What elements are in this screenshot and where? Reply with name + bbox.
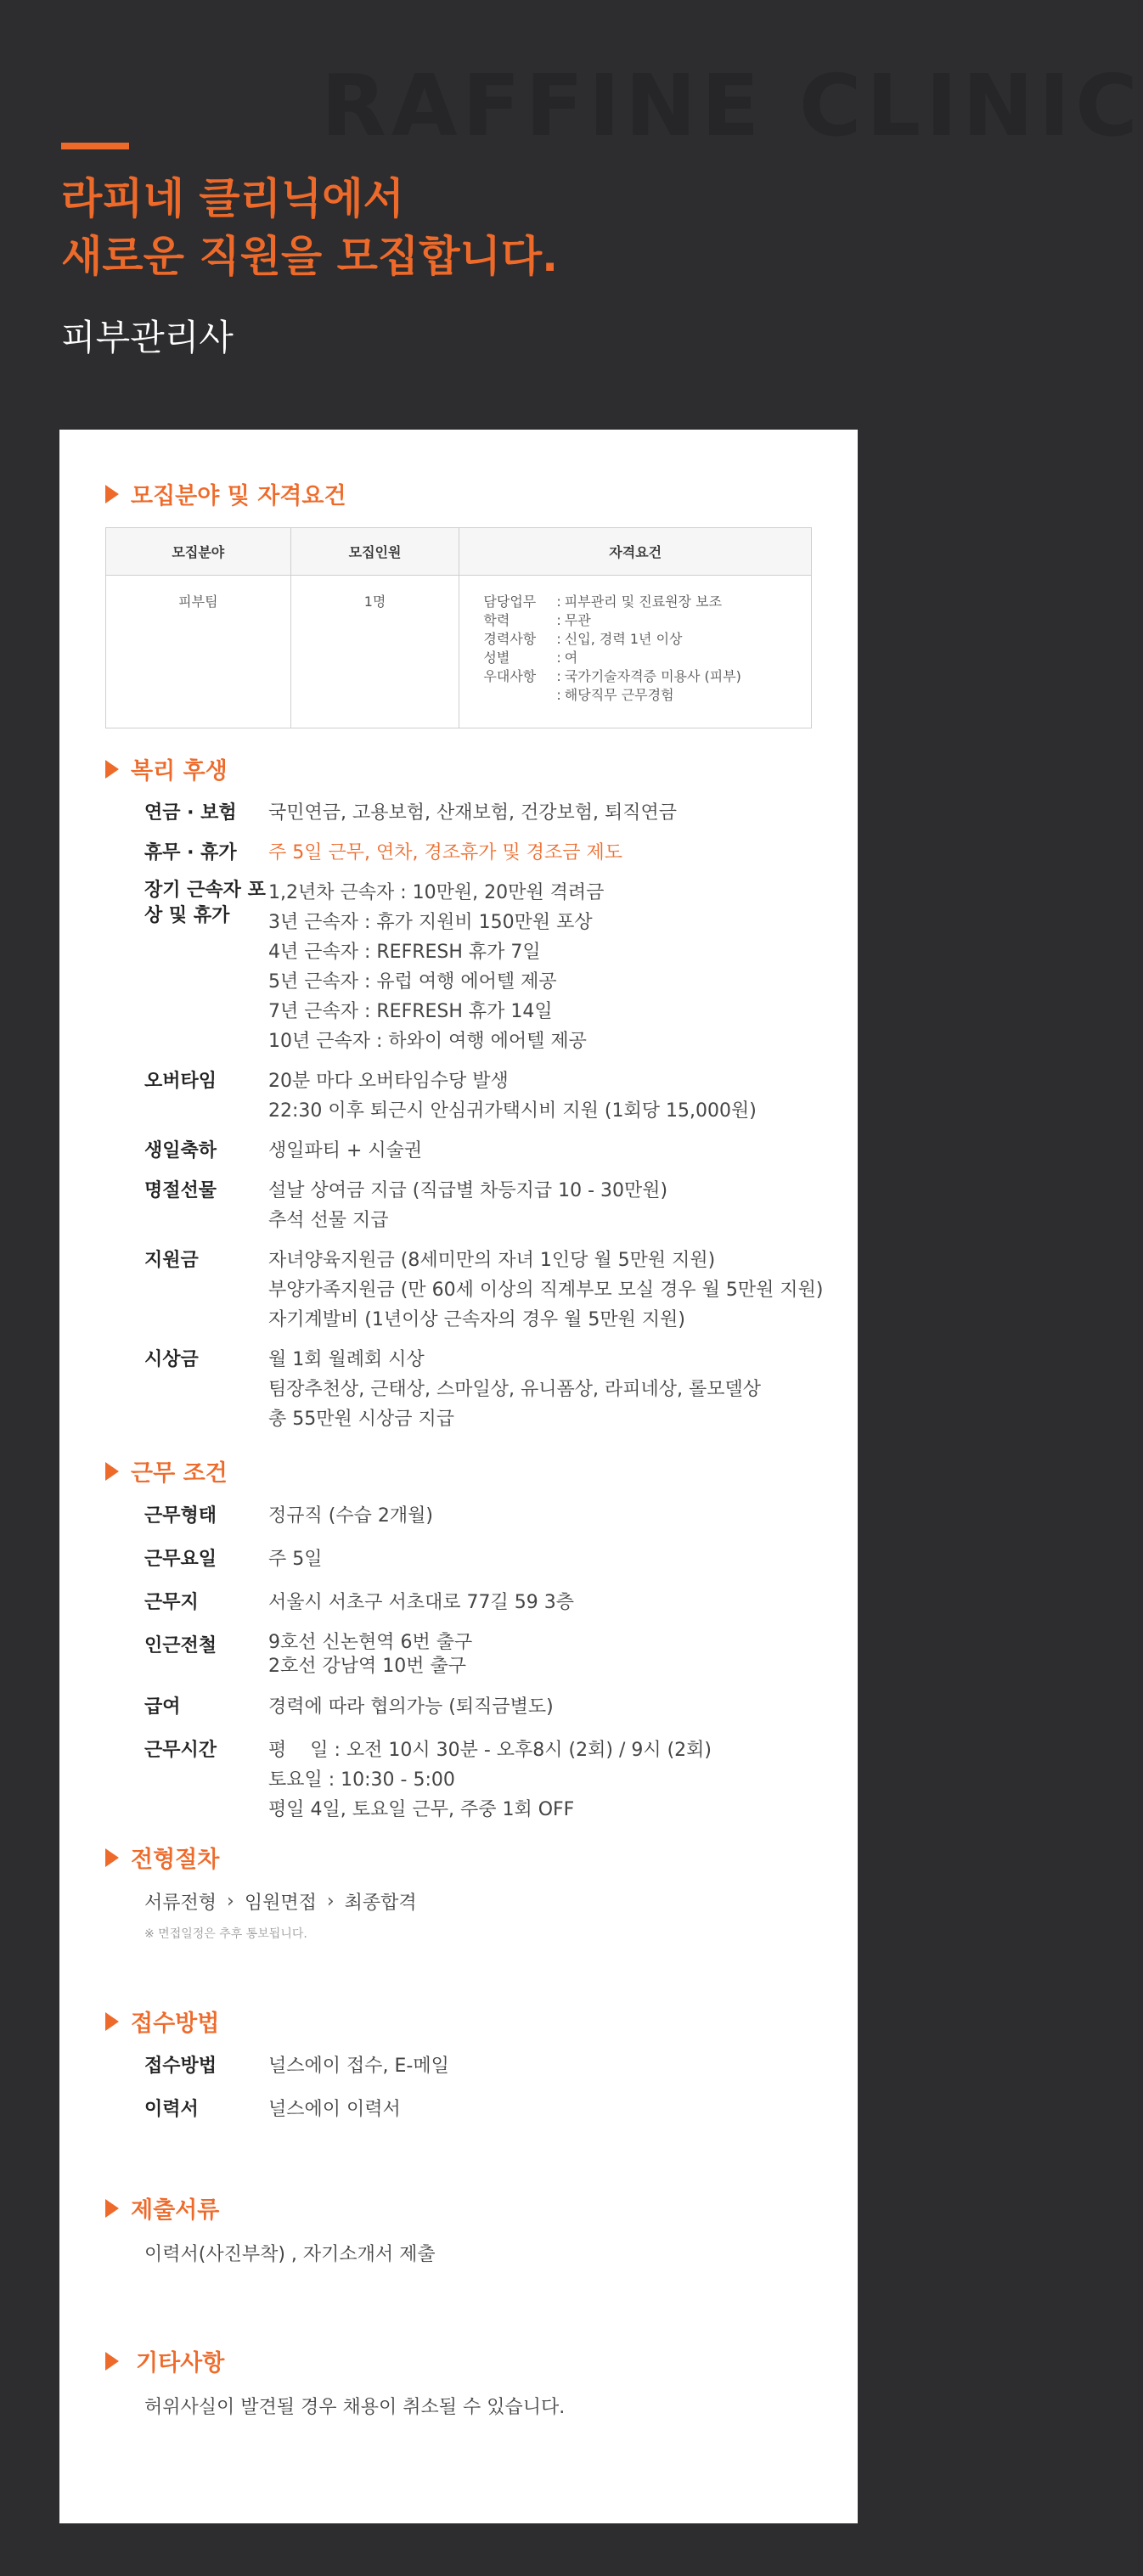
headline xyxy=(61,170,558,285)
recruit-field: 피부팀 xyxy=(106,576,291,728)
welfare-item-longterm: 장기 근속자 포상 및 휴가 1,2년차 근속자 : 10만원, 20만원 격려금 3년 근속자 : 휴가 지원비 150만원 포상 4년 근속자 : REFRESH 휴가 7일 5년 근속자 : 유럽 여행 에어텔 제공 7년 근속자 : REFRESH 휴가 14일 10년 근속자 : 하와이 여행 에어텔 제공 xyxy=(144,880,605,1052)
welfare-item-overtime: 오버타임 20분 마다 오버타임수당 발생 22:30 이후 퇴근시 안심귀가택시비 지원 (1회당 15,000원) xyxy=(144,1071,757,1122)
section-title-process: 전형절차 xyxy=(105,1841,219,1874)
process-note: ※ 면접일정은 추후 통보됩니다. xyxy=(144,1927,307,1941)
condition-item: 근무지 서울시 서초구 서초대로 77길 59 3층 xyxy=(144,1592,574,1613)
column-header: 모집인원 xyxy=(290,528,459,576)
welfare-item-birthday: 생일축하 생일파티 + 시술권 xyxy=(144,1140,423,1161)
apply-list xyxy=(144,2051,841,2124)
column-header: 모집분야 xyxy=(106,528,291,576)
condition-item: 근무시간 평 일 : 오전 10시 30분 - 오후8시 (2회) / 9시 (2회) 토요일 : 10:30 - 5:00 평일 4일, 토요일 근무, 주중 1회 OFF xyxy=(144,1740,712,1820)
process-step: 최종합격 xyxy=(344,1893,417,1914)
triangle-bullet-icon xyxy=(105,485,119,503)
etc-text: 허위사실이 발견될 경우 채용이 취소될 수 있습니다. xyxy=(144,2397,566,2418)
section-title-apply: 접수방법 xyxy=(105,2005,219,2038)
welfare-item-pension: 연금 · 보험 국민연금, 고용보험, 산재보험, 건강보험, 퇴직연금 xyxy=(144,802,677,824)
table-header-row xyxy=(106,528,812,576)
section-title-conditions: 근무 조건 xyxy=(105,1454,228,1488)
welfare-item-vacation: 휴무 · 휴가 주 5일 근무, 연차, 경조휴가 및 경조금 제도 xyxy=(144,842,622,863)
qualification-item: 경력사항 : 신입, 경력 1년 이상 xyxy=(483,631,683,647)
section-title-recruit: 모집분야 및 자격요건 xyxy=(105,477,346,510)
condition-item: 근무요일 주 5일 xyxy=(144,1549,323,1570)
section-title-etc: 기타사항 xyxy=(105,2344,224,2377)
triangle-bullet-icon xyxy=(105,2352,119,2371)
qualification-item: : 해당직무 근무경험 xyxy=(556,687,674,703)
qualification-item: 우대사항 : 국가기술자격증 미용사 (피부) xyxy=(483,668,741,684)
apply-item: 이력서 널스에이 이력서 xyxy=(144,2099,401,2120)
recruit-count: 1명 xyxy=(290,576,459,728)
process-step: 서류전형 xyxy=(144,1893,217,1914)
accent-bar xyxy=(61,143,129,149)
welfare-item-award: 시상금 월 1회 월례회 시상 팀장추천상, 근태상, 스마일상, 유니폼상, 라피네상, 롤모델상 총 55만원 시상금 지급 xyxy=(144,1349,761,1430)
chevron-right-icon: › xyxy=(227,1891,234,1912)
welfare-list xyxy=(144,798,841,1434)
condition-item: 급여 경력에 따라 협의가능 (퇴직금별도) xyxy=(144,1696,554,1718)
triangle-bullet-icon xyxy=(105,1848,119,1867)
chevron-right-icon: › xyxy=(326,1891,335,1912)
position-title: 피부관리사 xyxy=(61,317,234,358)
triangle-bullet-icon xyxy=(105,1462,119,1481)
process-step: 임원면접 xyxy=(244,1893,317,1914)
process-steps xyxy=(144,1888,417,1942)
page-header xyxy=(0,0,1143,429)
watermark-text: RAFFINE CLINIC xyxy=(321,56,1143,155)
section-title-documents: 제출서류 xyxy=(105,2191,219,2224)
recruit-table xyxy=(105,527,812,728)
conditions-list xyxy=(144,1501,841,1825)
qualifications xyxy=(459,576,812,728)
condition-item: 인근전철 9호선 신논현역 6번 출구 2호선 강남역 10번 출구 xyxy=(144,1632,473,1677)
welfare-item-subsidy: 지원금 자녀양육지원금 (8세미만의 자녀 1인당 월 5만원 지원) 부양가족지원금 (만 60세 이상의 직계부모 모실 경우 월 5만원 지원) 자기계발비 (1년이상 근속자의 경우 월 5만원 지원) xyxy=(144,1250,824,1330)
documents-text: 이력서(사진부착) , 자기소개서 제출 xyxy=(144,2244,436,2265)
qualification-item: 학력 : 무관 xyxy=(483,612,591,628)
triangle-bullet-icon xyxy=(105,2012,119,2031)
table-row xyxy=(106,576,812,728)
qualification-item: 담당업무 : 피부관리 및 진료원장 보조 xyxy=(483,593,723,610)
headline-line-2: 새로운 직원을 모집합니다. xyxy=(61,232,559,281)
condition-item: 근무형태 정규직 (수습 2개월) xyxy=(144,1505,433,1527)
welfare-item-holiday-gift: 명절선물 설날 상여금 지급 (직급별 차등지급 10 - 30만원) 추석 선물 지급 xyxy=(144,1180,668,1231)
column-header: 자격요건 xyxy=(459,528,812,576)
qualification-item: 성별 : 여 xyxy=(483,650,578,666)
apply-item: 접수방법 널스에이 접수, E-메일 xyxy=(144,2056,449,2077)
section-title-welfare: 복리 후생 xyxy=(105,752,228,785)
triangle-bullet-icon xyxy=(105,760,119,779)
content-card xyxy=(59,430,858,2523)
triangle-bullet-icon xyxy=(105,2199,119,2218)
headline-line-1: 라피네 클리닉에서 xyxy=(61,174,404,223)
